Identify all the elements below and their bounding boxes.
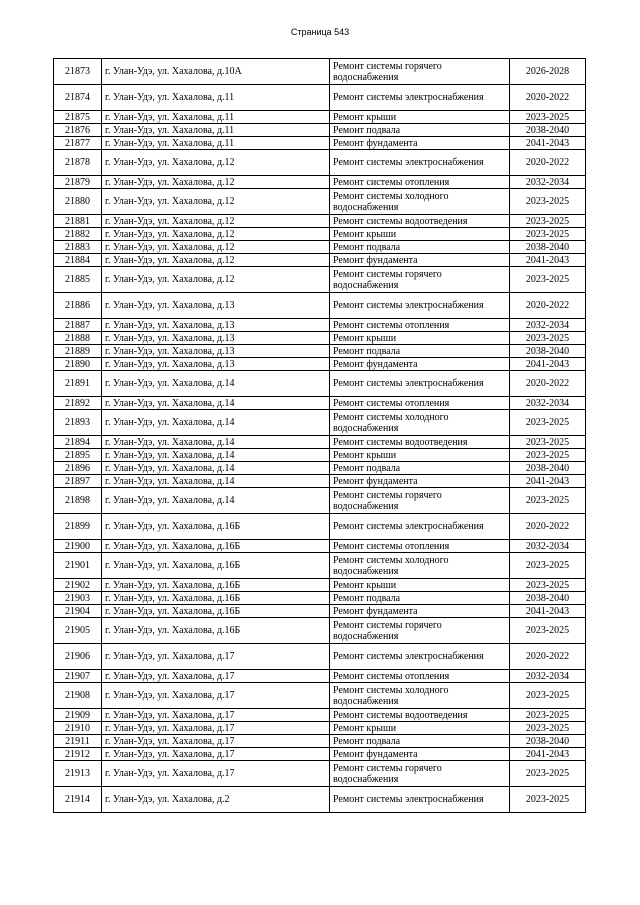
address-cell: г. Улан-Удэ, ул. Хахалова, д.11 <box>102 137 330 150</box>
row-number-cell: 21883 <box>54 241 102 254</box>
period-cell: 2038-2040 <box>510 124 586 137</box>
period-cell: 2032-2034 <box>510 319 586 332</box>
work-type-cell: Ремонт системы холодного водоснабжения <box>330 410 510 436</box>
work-type-cell: Ремонт системы холодного водоснабжения <box>330 189 510 215</box>
work-type-cell: Ремонт фундамента <box>330 605 510 618</box>
work-type-cell: Ремонт системы электроснабжения <box>330 371 510 397</box>
table-row <box>54 488 586 514</box>
period-cell: 2038-2040 <box>510 345 586 358</box>
address-cell: г. Улан-Удэ, ул. Хахалова, д.11 <box>102 85 330 111</box>
work-type-cell: Ремонт системы горячего водоснабжения <box>330 618 510 644</box>
row-number-cell: 21892 <box>54 397 102 410</box>
row-number-cell: 21903 <box>54 592 102 605</box>
table-row <box>54 124 586 137</box>
period-cell: 2023-2025 <box>510 488 586 514</box>
table-row <box>54 748 586 761</box>
address-cell: г. Улан-Удэ, ул. Хахалова, д.12 <box>102 189 330 215</box>
work-type-cell: Ремонт системы холодного водоснабжения <box>330 683 510 709</box>
address-cell: г. Улан-Удэ, ул. Хахалова, д.12 <box>102 241 330 254</box>
period-cell: 2023-2025 <box>510 553 586 579</box>
row-number-cell: 21877 <box>54 137 102 150</box>
period-cell: 2041-2043 <box>510 475 586 488</box>
address-cell: г. Улан-Удэ, ул. Хахалова, д.16Б <box>102 592 330 605</box>
table-row <box>54 267 586 293</box>
address-cell: г. Улан-Удэ, ул. Хахалова, д.14 <box>102 410 330 436</box>
period-cell: 2032-2034 <box>510 540 586 553</box>
work-type-cell: Ремонт подвала <box>330 592 510 605</box>
address-cell: г. Улан-Удэ, ул. Хахалова, д.17 <box>102 761 330 787</box>
row-number-cell: 21890 <box>54 358 102 371</box>
work-type-cell: Ремонт системы отопления <box>330 319 510 332</box>
period-cell: 2023-2025 <box>510 449 586 462</box>
row-number-cell: 21881 <box>54 215 102 228</box>
table-row <box>54 605 586 618</box>
page-header: Страница 543 <box>290 27 350 37</box>
period-cell: 2023-2025 <box>510 267 586 293</box>
work-type-cell: Ремонт системы электроснабжения <box>330 644 510 670</box>
row-number-cell: 21909 <box>54 709 102 722</box>
row-number-cell: 21913 <box>54 761 102 787</box>
work-type-cell: Ремонт крыши <box>330 228 510 241</box>
work-type-cell: Ремонт системы горячего водоснабжения <box>330 761 510 787</box>
table-row <box>54 371 586 397</box>
address-cell: г. Улан-Удэ, ул. Хахалова, д.12 <box>102 176 330 189</box>
period-cell: 2020-2022 <box>510 514 586 540</box>
period-cell: 2032-2034 <box>510 397 586 410</box>
period-cell: 2023-2025 <box>510 436 586 449</box>
table-row <box>54 397 586 410</box>
row-number-cell: 21901 <box>54 553 102 579</box>
address-cell: г. Улан-Удэ, ул. Хахалова, д.17 <box>102 722 330 735</box>
row-number-cell: 21908 <box>54 683 102 709</box>
period-cell: 2023-2025 <box>510 228 586 241</box>
row-number-cell: 21884 <box>54 254 102 267</box>
work-type-cell: Ремонт системы горячего водоснабжения <box>330 267 510 293</box>
work-type-cell: Ремонт системы электроснабжения <box>330 85 510 111</box>
address-cell: г. Улан-Удэ, ул. Хахалова, д.12 <box>102 254 330 267</box>
work-type-cell: Ремонт системы электроснабжения <box>330 787 510 813</box>
work-type-cell: Ремонт системы водоотведения <box>330 215 510 228</box>
period-cell: 2020-2022 <box>510 644 586 670</box>
table-row <box>54 540 586 553</box>
row-number-cell: 21897 <box>54 475 102 488</box>
address-cell: г. Улан-Удэ, ул. Хахалова, д.14 <box>102 488 330 514</box>
period-cell: 2020-2022 <box>510 150 586 176</box>
repair-schedule-table <box>53 58 586 813</box>
work-type-cell: Ремонт системы отопления <box>330 540 510 553</box>
table-row <box>54 319 586 332</box>
row-number-cell: 21907 <box>54 670 102 683</box>
row-number-cell: 21888 <box>54 332 102 345</box>
period-cell: 2023-2025 <box>510 618 586 644</box>
period-cell: 2023-2025 <box>510 579 586 592</box>
address-cell: г. Улан-Удэ, ул. Хахалова, д.2 <box>102 787 330 813</box>
period-cell: 2032-2034 <box>510 670 586 683</box>
table-row <box>54 436 586 449</box>
table-row <box>54 293 586 319</box>
row-number-cell: 21906 <box>54 644 102 670</box>
period-cell: 2020-2022 <box>510 371 586 397</box>
table-row <box>54 358 586 371</box>
row-number-cell: 21885 <box>54 267 102 293</box>
period-cell: 2026-2028 <box>510 59 586 85</box>
row-number-cell: 21905 <box>54 618 102 644</box>
row-number-cell: 21900 <box>54 540 102 553</box>
row-number-cell: 21910 <box>54 722 102 735</box>
address-cell: г. Улан-Удэ, ул. Хахалова, д.14 <box>102 449 330 462</box>
address-cell: г. Улан-Удэ, ул. Хахалова, д.17 <box>102 735 330 748</box>
table-row <box>54 735 586 748</box>
table-row <box>54 618 586 644</box>
work-type-cell: Ремонт подвала <box>330 124 510 137</box>
row-number-cell: 21879 <box>54 176 102 189</box>
table-row <box>54 761 586 787</box>
period-cell: 2023-2025 <box>510 189 586 215</box>
period-cell: 2023-2025 <box>510 111 586 124</box>
table-row <box>54 449 586 462</box>
row-number-cell: 21902 <box>54 579 102 592</box>
address-cell: г. Улан-Удэ, ул. Хахалова, д.17 <box>102 709 330 722</box>
row-number-cell: 21878 <box>54 150 102 176</box>
work-type-cell: Ремонт фундамента <box>330 748 510 761</box>
period-cell: 2023-2025 <box>510 410 586 436</box>
table-row <box>54 228 586 241</box>
address-cell: г. Улан-Удэ, ул. Хахалова, д.11 <box>102 124 330 137</box>
address-cell: г. Улан-Удэ, ул. Хахалова, д.12 <box>102 267 330 293</box>
address-cell: г. Улан-Удэ, ул. Хахалова, д.12 <box>102 215 330 228</box>
table-row <box>54 189 586 215</box>
address-cell: г. Улан-Удэ, ул. Хахалова, д.17 <box>102 683 330 709</box>
period-cell: 2023-2025 <box>510 761 586 787</box>
address-cell: г. Улан-Удэ, ул. Хахалова, д.16Б <box>102 540 330 553</box>
table-row <box>54 709 586 722</box>
period-cell: 2041-2043 <box>510 605 586 618</box>
address-cell: г. Улан-Удэ, ул. Хахалова, д.16Б <box>102 579 330 592</box>
row-number-cell: 21882 <box>54 228 102 241</box>
work-type-cell: Ремонт системы водоотведения <box>330 436 510 449</box>
address-cell: г. Улан-Удэ, ул. Хахалова, д.17 <box>102 644 330 670</box>
work-type-cell: Ремонт подвала <box>330 735 510 748</box>
table-row <box>54 722 586 735</box>
period-cell: 2041-2043 <box>510 358 586 371</box>
table-body <box>54 59 586 813</box>
period-cell: 2038-2040 <box>510 241 586 254</box>
row-number-cell: 21912 <box>54 748 102 761</box>
period-cell: 2038-2040 <box>510 735 586 748</box>
work-type-cell: Ремонт подвала <box>330 345 510 358</box>
period-cell: 2041-2043 <box>510 254 586 267</box>
work-type-cell: Ремонт подвала <box>330 241 510 254</box>
table-row <box>54 241 586 254</box>
table-row <box>54 592 586 605</box>
work-type-cell: Ремонт фундамента <box>330 254 510 267</box>
period-cell: 2023-2025 <box>510 722 586 735</box>
table-row <box>54 579 586 592</box>
table-row <box>54 787 586 813</box>
table-row <box>54 332 586 345</box>
table-row <box>54 59 586 85</box>
row-number-cell: 21874 <box>54 85 102 111</box>
table-row <box>54 254 586 267</box>
work-type-cell: Ремонт крыши <box>330 449 510 462</box>
work-type-cell: Ремонт крыши <box>330 722 510 735</box>
address-cell: г. Улан-Удэ, ул. Хахалова, д.16Б <box>102 514 330 540</box>
period-cell: 2041-2043 <box>510 137 586 150</box>
table-row <box>54 85 586 111</box>
work-type-cell: Ремонт подвала <box>330 462 510 475</box>
address-cell: г. Улан-Удэ, ул. Хахалова, д.14 <box>102 436 330 449</box>
table-row <box>54 410 586 436</box>
work-type-cell: Ремонт системы водоотведения <box>330 709 510 722</box>
table-row <box>54 150 586 176</box>
work-type-cell: Ремонт фундамента <box>330 358 510 371</box>
row-number-cell: 21891 <box>54 371 102 397</box>
table-row <box>54 215 586 228</box>
work-type-cell: Ремонт системы электроснабжения <box>330 150 510 176</box>
address-cell: г. Улан-Удэ, ул. Хахалова, д.16Б <box>102 605 330 618</box>
row-number-cell: 21887 <box>54 319 102 332</box>
row-number-cell: 21894 <box>54 436 102 449</box>
work-type-cell: Ремонт крыши <box>330 579 510 592</box>
work-type-cell: Ремонт крыши <box>330 332 510 345</box>
table-row <box>54 644 586 670</box>
period-cell: 2020-2022 <box>510 85 586 111</box>
row-number-cell: 21873 <box>54 59 102 85</box>
work-type-cell: Ремонт системы отопления <box>330 397 510 410</box>
work-type-cell: Ремонт системы отопления <box>330 670 510 683</box>
address-cell: г. Улан-Удэ, ул. Хахалова, д.10А <box>102 59 330 85</box>
table-row <box>54 111 586 124</box>
row-number-cell: 21875 <box>54 111 102 124</box>
period-cell: 2023-2025 <box>510 332 586 345</box>
row-number-cell: 21893 <box>54 410 102 436</box>
address-cell: г. Улан-Удэ, ул. Хахалова, д.14 <box>102 462 330 475</box>
address-cell: г. Улан-Удэ, ул. Хахалова, д.11 <box>102 111 330 124</box>
table-row <box>54 553 586 579</box>
table-row <box>54 462 586 475</box>
address-cell: г. Улан-Удэ, ул. Хахалова, д.16Б <box>102 553 330 579</box>
row-number-cell: 21911 <box>54 735 102 748</box>
address-cell: г. Улан-Удэ, ул. Хахалова, д.13 <box>102 332 330 345</box>
address-cell: г. Улан-Удэ, ул. Хахалова, д.13 <box>102 319 330 332</box>
address-cell: г. Улан-Удэ, ул. Хахалова, д.13 <box>102 345 330 358</box>
address-cell: г. Улан-Удэ, ул. Хахалова, д.13 <box>102 358 330 371</box>
table-row <box>54 514 586 540</box>
work-type-cell: Ремонт системы электроснабжения <box>330 514 510 540</box>
work-type-cell: Ремонт системы отопления <box>330 176 510 189</box>
period-cell: 2032-2034 <box>510 176 586 189</box>
period-cell: 2038-2040 <box>510 592 586 605</box>
work-type-cell: Ремонт фундамента <box>330 137 510 150</box>
row-number-cell: 21899 <box>54 514 102 540</box>
period-cell: 2041-2043 <box>510 748 586 761</box>
table-row <box>54 670 586 683</box>
period-cell: 2023-2025 <box>510 709 586 722</box>
period-cell: 2038-2040 <box>510 462 586 475</box>
row-number-cell: 21904 <box>54 605 102 618</box>
address-cell: г. Улан-Удэ, ул. Хахалова, д.17 <box>102 748 330 761</box>
row-number-cell: 21896 <box>54 462 102 475</box>
address-cell: г. Улан-Удэ, ул. Хахалова, д.17 <box>102 670 330 683</box>
address-cell: г. Улан-Удэ, ул. Хахалова, д.12 <box>102 228 330 241</box>
address-cell: г. Улан-Удэ, ул. Хахалова, д.13 <box>102 293 330 319</box>
period-cell: 2020-2022 <box>510 293 586 319</box>
work-type-cell: Ремонт фундамента <box>330 475 510 488</box>
table-row <box>54 683 586 709</box>
address-cell: г. Улан-Удэ, ул. Хахалова, д.14 <box>102 371 330 397</box>
row-number-cell: 21898 <box>54 488 102 514</box>
work-type-cell: Ремонт крыши <box>330 111 510 124</box>
period-cell: 2023-2025 <box>510 787 586 813</box>
work-type-cell: Ремонт системы горячего водоснабжения <box>330 59 510 85</box>
period-cell: 2023-2025 <box>510 215 586 228</box>
table-row <box>54 137 586 150</box>
table-row <box>54 475 586 488</box>
row-number-cell: 21895 <box>54 449 102 462</box>
work-type-cell: Ремонт системы холодного водоснабжения <box>330 553 510 579</box>
work-type-cell: Ремонт системы электроснабжения <box>330 293 510 319</box>
row-number-cell: 21914 <box>54 787 102 813</box>
row-number-cell: 21880 <box>54 189 102 215</box>
table-row <box>54 345 586 358</box>
row-number-cell: 21876 <box>54 124 102 137</box>
table-row <box>54 176 586 189</box>
address-cell: г. Улан-Удэ, ул. Хахалова, д.14 <box>102 475 330 488</box>
row-number-cell: 21886 <box>54 293 102 319</box>
address-cell: г. Улан-Удэ, ул. Хахалова, д.16Б <box>102 618 330 644</box>
address-cell: г. Улан-Удэ, ул. Хахалова, д.12 <box>102 150 330 176</box>
period-cell: 2023-2025 <box>510 683 586 709</box>
work-type-cell: Ремонт системы горячего водоснабжения <box>330 488 510 514</box>
row-number-cell: 21889 <box>54 345 102 358</box>
address-cell: г. Улан-Удэ, ул. Хахалова, д.14 <box>102 397 330 410</box>
